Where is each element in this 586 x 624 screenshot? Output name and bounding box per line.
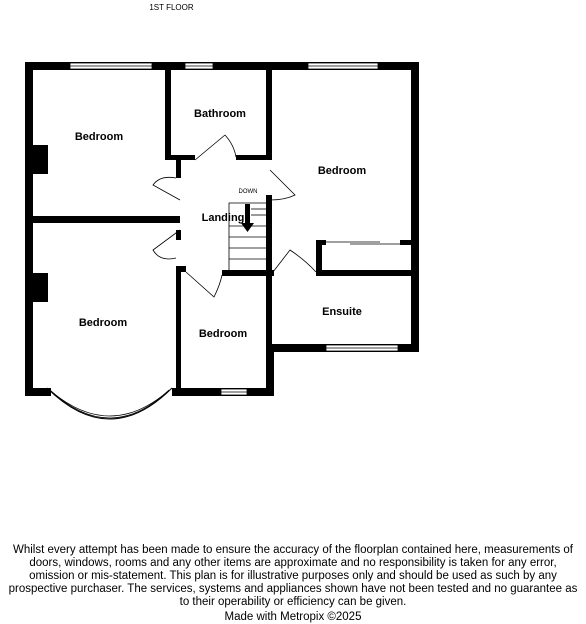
room-label-bedroom-top-left: Bedroom (74, 131, 124, 143)
wall-left (25, 62, 33, 396)
wall-ensuite-top (318, 270, 419, 276)
room-label-bedroom-small: Bedroom (198, 328, 248, 340)
bay-mid (50, 390, 169, 418)
wall-bed1-right (165, 62, 171, 156)
wall-bed3-right-upper (176, 266, 181, 396)
bay-inner (52, 392, 167, 416)
wall-right (411, 62, 419, 352)
floor-title: 1ST FLOOR (149, 3, 194, 12)
door-bath (195, 135, 236, 160)
wall-wardrobe-top-r (400, 240, 419, 245)
wall-bottom-left (25, 388, 51, 396)
door-bed3 (153, 230, 180, 259)
wall-bed1-bottom (25, 216, 180, 223)
wall-wardrobe-left (316, 240, 322, 276)
door-bed4 (186, 272, 222, 297)
stair-arrow-shaft (245, 204, 250, 226)
room-label-bathroom: Bathroom (194, 108, 246, 120)
stair-arrow-head (241, 223, 254, 232)
door-bed2 (270, 170, 295, 200)
credit-text: Made with Metropix ©2025 (224, 611, 362, 623)
bay-window (47, 388, 172, 419)
wall-top-mid (165, 62, 275, 70)
wall-bath-right (266, 62, 272, 160)
room-label-landing: Landing (201, 212, 245, 224)
door-ensuite (273, 250, 316, 272)
room-label-ensuite: Ensuite (322, 306, 362, 318)
room-label-bedroom-bottom-left: Bedroom (78, 317, 128, 329)
chimney-top (33, 145, 48, 174)
wall-wardrobe-top (316, 240, 326, 245)
wall-bed4-left (176, 266, 186, 272)
room-label-bedroom-top-right: Bedroom (317, 165, 367, 177)
wall-ensuite-left (266, 270, 272, 350)
door-bed1 (153, 177, 180, 200)
bay-outer (47, 388, 172, 419)
wall-landing-left-top (176, 158, 181, 178)
chimney-bottom (33, 273, 48, 302)
wall-landing-right (266, 195, 272, 275)
disclaimer-text: Whilst every attempt has been made to ensure the accuracy of the floorplan contained here, measurements of doors, windows, rooms and any other items are approximate and no responsibility is taken for any error, omission or mis-statement. This plan is for illustrative purposes only and should be used as such by any prospective purchaser. The services, systems and appliances shown have not been tested and no guarantee as to their operability or efficiency can be given. (8, 544, 578, 608)
stairs-direction-label: DOWN (238, 189, 258, 195)
